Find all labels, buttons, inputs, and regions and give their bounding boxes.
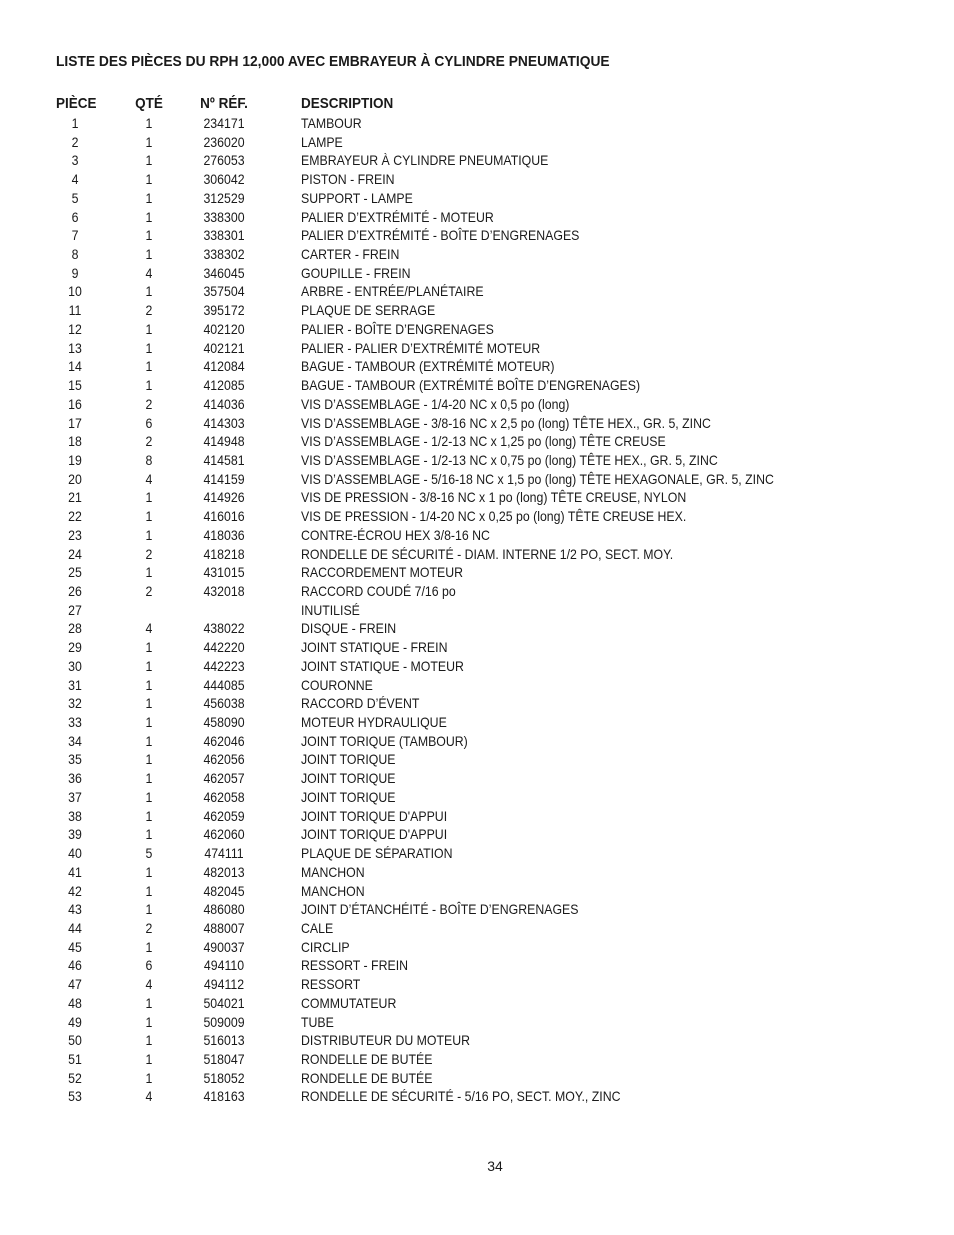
cell-qty: 1	[145, 320, 153, 337]
table-row	[0, 395, 954, 414]
table-row	[0, 376, 954, 395]
cell-qty: 1	[145, 882, 153, 899]
cell-description: PALIER - BOÎTE D’ENGRENAGES	[301, 320, 494, 337]
table-row	[0, 151, 954, 170]
cell-ref: 234171	[203, 115, 245, 131]
cell-piece: 20	[68, 470, 82, 487]
header-piece: PIÈCE	[56, 95, 97, 112]
cell-ref: 418218	[203, 545, 245, 562]
cell-qty: 1	[145, 901, 153, 918]
cell-qty: 4	[145, 470, 153, 487]
cell-qty: 1	[145, 377, 153, 394]
cell-piece: 14	[68, 358, 82, 375]
cell-ref: 418163	[203, 1088, 245, 1105]
cell-description: JOINT TORIQUE	[301, 770, 396, 787]
cell-ref: 432018	[203, 583, 245, 599]
table-row	[0, 1087, 954, 1106]
cell-ref: 494112	[203, 976, 245, 993]
cell-description: PALIER D’EXTRÉMITÉ - MOTEUR	[301, 208, 494, 225]
cell-piece: 19	[68, 451, 82, 468]
table-row	[0, 563, 954, 582]
table-row	[0, 844, 954, 863]
cell-qty: 1	[145, 489, 153, 506]
table-row	[0, 357, 954, 376]
table-row	[0, 882, 954, 901]
cell-description: LAMPE	[301, 133, 343, 150]
cell-ref: 462059	[203, 807, 245, 824]
cell-ref: 414926	[203, 489, 245, 506]
cell-description: RACCORD D’ÉVENT	[301, 695, 420, 712]
cell-ref: 462060	[203, 826, 245, 843]
cell-ref: 338300	[203, 208, 245, 225]
cell-piece: 44	[68, 919, 82, 936]
cell-qty: 1	[145, 358, 153, 375]
table-row	[0, 713, 954, 732]
cell-qty: 2	[145, 545, 153, 562]
cell-ref: 462056	[203, 751, 245, 768]
cell-piece: 1	[71, 115, 79, 131]
cell-ref: 482045	[203, 882, 245, 899]
cell-ref: 418036	[203, 526, 245, 543]
table-row	[0, 994, 954, 1013]
cell-piece: 16	[68, 395, 82, 412]
cell-qty: 2	[145, 302, 153, 319]
cell-qty: 4	[145, 1088, 153, 1105]
header-description: DESCRIPTION	[301, 95, 394, 112]
cell-description: RACCORDEMENT MOTEUR	[301, 564, 463, 581]
page-number: 34	[487, 1158, 503, 1174]
cell-piece: 33	[68, 714, 82, 731]
cell-description: VIS D’ASSEMBLAGE - 1/4-20 NC x 0,5 po (long)	[301, 395, 570, 412]
cell-piece: 30	[68, 657, 82, 674]
cell-description: TAMBOUR	[301, 115, 362, 131]
table-row	[0, 1069, 954, 1088]
cell-description: CONTRE-ÉCROU HEX 3/8-16 NC	[301, 526, 490, 543]
cell-description: SUPPORT - LAMPE	[301, 189, 413, 206]
cell-description: MANCHON	[301, 882, 365, 899]
cell-ref: 456038	[203, 695, 245, 712]
cell-qty: 1	[145, 171, 153, 188]
cell-description: RONDELLE DE BUTÉE	[301, 1069, 433, 1086]
table-row	[0, 507, 954, 526]
cell-piece: 50	[68, 1032, 82, 1049]
cell-ref: 306042	[203, 171, 245, 188]
table-row	[0, 601, 954, 620]
cell-piece: 38	[68, 807, 82, 824]
cell-qty: 8	[145, 451, 153, 468]
cell-qty: 1	[145, 283, 153, 300]
table-row	[0, 750, 954, 769]
cell-ref: 338301	[203, 227, 245, 244]
cell-ref: 412084	[203, 358, 245, 375]
cell-piece: 21	[68, 489, 82, 506]
cell-qty: 1	[145, 695, 153, 712]
cell-ref: 414036	[203, 395, 245, 412]
cell-ref: 494110	[203, 957, 245, 974]
cell-description: DISTRIBUTEUR DU MOTEUR	[301, 1032, 471, 1049]
table-row	[0, 432, 954, 451]
table-row	[0, 919, 954, 938]
cell-qty: 4	[145, 976, 153, 993]
cell-description: JOINT STATIQUE - MOTEUR	[301, 657, 464, 674]
page-title: LISTE DES PIÈCES DU RPH 12,000 AVEC EMBRAYEUR À CYLINDRE PNEUMATIQUE	[56, 53, 610, 70]
cell-description: RONDELLE DE BUTÉE	[301, 1051, 433, 1067]
header-qty: QTÉ	[135, 95, 163, 112]
cell-description: JOINT TORIQUE	[301, 788, 396, 805]
cell-piece: 29	[68, 639, 82, 656]
cell-piece: 3	[71, 152, 79, 169]
cell-qty: 1	[145, 564, 153, 581]
cell-piece: 25	[68, 564, 82, 581]
cell-description: VIS DE PRESSION - 3/8-16 NC x 1 po (long) TÊTE CREUSE, NYLON	[301, 489, 687, 506]
cell-description: PALIER - PALIER D’EXTRÉMITÉ MOTEUR	[301, 339, 541, 356]
cell-piece: 27	[68, 601, 82, 618]
cell-ref: 346045	[203, 264, 245, 281]
cell-piece: 31	[68, 676, 82, 693]
table-row	[0, 189, 954, 208]
cell-ref: 431015	[203, 564, 245, 581]
cell-description: JOINT TORIQUE D'APPUI	[301, 826, 448, 843]
cell-piece: 39	[68, 826, 82, 843]
cell-piece: 49	[68, 1013, 82, 1030]
cell-qty: 2	[145, 433, 153, 450]
cell-piece: 41	[68, 863, 82, 880]
table-row	[0, 245, 954, 264]
table-row	[0, 301, 954, 320]
cell-piece: 13	[68, 339, 82, 356]
cell-ref: 458090	[203, 714, 245, 731]
table-row	[0, 488, 954, 507]
cell-ref: 442220	[203, 639, 245, 656]
cell-qty: 6	[145, 957, 153, 974]
cell-ref: 474111	[204, 845, 244, 862]
cell-qty: 1	[145, 1013, 153, 1030]
cell-piece: 10	[68, 283, 82, 300]
cell-description: RONDELLE DE SÉCURITÉ - DIAM. INTERNE 1/2 PO, SECT. MOY.	[301, 545, 674, 562]
cell-piece: 53	[68, 1088, 82, 1105]
cell-piece: 42	[68, 882, 82, 899]
cell-ref: 462058	[203, 788, 245, 805]
cell-ref: 312529	[203, 189, 245, 206]
cell-qty: 1	[145, 1032, 153, 1049]
cell-piece: 34	[68, 732, 82, 749]
table-row	[0, 638, 954, 657]
table-row	[0, 133, 954, 152]
cell-piece: 5	[71, 189, 79, 206]
table-row	[0, 956, 954, 975]
cell-description: VIS D’ASSEMBLAGE - 1/2-13 NC x 0,75 po (long) TÊTE HEX., GR. 5, ZINC	[301, 451, 718, 468]
cell-piece: 2	[71, 133, 79, 150]
cell-qty: 6	[145, 414, 153, 431]
table-row	[0, 582, 954, 601]
cell-ref: 414948	[203, 433, 245, 450]
cell-piece: 4	[71, 171, 79, 188]
cell-piece: 51	[68, 1051, 82, 1067]
cell-description: MOTEUR HYDRAULIQUE	[301, 714, 447, 731]
cell-piece: 24	[68, 545, 82, 562]
cell-piece: 28	[68, 620, 82, 637]
cell-description: BAGUE - TAMBOUR (EXTRÉMITÉ BOÎTE D’ENGRENAGES)	[301, 377, 641, 394]
table-row	[0, 208, 954, 227]
cell-qty: 2	[145, 395, 153, 412]
cell-description: PISTON - FREIN	[301, 171, 395, 188]
cell-description: COURONNE	[301, 676, 373, 693]
cell-qty: 1	[145, 246, 153, 263]
table-row	[0, 282, 954, 301]
cell-piece: 32	[68, 695, 82, 712]
cell-piece: 7	[71, 227, 79, 244]
table-row	[0, 694, 954, 713]
cell-piece: 22	[68, 508, 82, 525]
cell-qty: 1	[145, 133, 153, 150]
cell-qty: 1	[145, 732, 153, 749]
cell-ref: 462046	[203, 732, 245, 749]
table-row	[0, 170, 954, 189]
cell-description: PLAQUE DE SERRAGE	[301, 302, 436, 319]
cell-description: BAGUE - TAMBOUR (EXTRÉMITÉ MOTEUR)	[301, 358, 555, 375]
cell-qty: 1	[145, 639, 153, 656]
cell-ref: 412085	[203, 377, 245, 394]
cell-piece: 48	[68, 994, 82, 1011]
cell-piece: 17	[68, 414, 82, 431]
table-row	[0, 451, 954, 470]
cell-description: JOINT TORIQUE	[301, 751, 396, 768]
cell-description: TUBE	[301, 1013, 334, 1030]
table-row	[0, 938, 954, 957]
table-row	[0, 825, 954, 844]
table-row	[0, 788, 954, 807]
cell-ref: 338302	[203, 246, 245, 263]
table-row	[0, 264, 954, 283]
cell-qty: 1	[145, 508, 153, 525]
cell-qty: 1	[145, 657, 153, 674]
cell-ref: 414581	[203, 451, 245, 468]
table-header	[0, 94, 954, 113]
cell-piece: 40	[68, 845, 82, 862]
cell-ref: 416016	[203, 508, 245, 525]
cell-qty: 5	[145, 845, 153, 862]
table-row	[0, 732, 954, 751]
cell-description: CALE	[301, 919, 334, 936]
cell-qty: 1	[145, 208, 153, 225]
cell-ref: 236020	[203, 133, 245, 150]
table-row	[0, 975, 954, 994]
cell-description: RACCORD COUDÉ 7/16 po	[301, 583, 456, 599]
cell-piece: 52	[68, 1069, 82, 1086]
cell-description: EMBRAYEUR À CYLINDRE PNEUMATIQUE	[301, 152, 549, 169]
cell-piece: 45	[68, 938, 82, 955]
cell-ref: 518052	[203, 1069, 245, 1086]
cell-piece: 6	[71, 208, 79, 225]
cell-description: RONDELLE DE SÉCURITÉ - 5/16 PO, SECT. MOY., ZINC	[301, 1088, 621, 1105]
cell-qty: 4	[145, 264, 153, 281]
table-row	[0, 339, 954, 358]
cell-qty: 2	[145, 919, 153, 936]
cell-qty: 1	[145, 526, 153, 543]
cell-ref: 357504	[203, 283, 245, 300]
cell-description: RESSORT	[301, 976, 361, 993]
cell-piece: 11	[68, 302, 82, 319]
cell-description: JOINT STATIQUE - FREIN	[301, 639, 448, 656]
cell-piece: 47	[68, 976, 82, 993]
cell-qty: 4	[145, 620, 153, 637]
cell-qty: 1	[145, 807, 153, 824]
cell-ref: 482013	[203, 863, 245, 880]
cell-description: VIS D’ASSEMBLAGE - 1/2-13 NC x 1,25 po (long) TÊTE CREUSE	[301, 433, 666, 450]
cell-ref: 444085	[203, 676, 245, 693]
cell-piece: 12	[68, 320, 82, 337]
cell-qty: 1	[145, 152, 153, 169]
table-row	[0, 1013, 954, 1032]
cell-description: PLAQUE DE SÉPARATION	[301, 845, 453, 862]
cell-ref: 402120	[203, 320, 245, 337]
cell-description: JOINT TORIQUE D'APPUI	[301, 807, 448, 824]
table-row	[0, 769, 954, 788]
cell-qty: 1	[145, 227, 153, 244]
table-row	[0, 470, 954, 489]
cell-piece: 18	[68, 433, 82, 450]
cell-description: DISQUE - FREIN	[301, 620, 397, 637]
cell-ref: 442223	[203, 657, 245, 674]
cell-ref: 490037	[203, 938, 245, 955]
cell-ref: 516013	[203, 1032, 245, 1049]
table-row	[0, 526, 954, 545]
cell-description: CIRCLIP	[301, 938, 350, 955]
table-row	[0, 1050, 954, 1069]
cell-qty: 1	[145, 1069, 153, 1086]
table-row	[0, 545, 954, 564]
cell-piece: 8	[71, 246, 79, 263]
cell-description: COMMUTATEUR	[301, 994, 397, 1011]
cell-qty: 1	[145, 676, 153, 693]
cell-ref: 504021	[203, 994, 245, 1011]
cell-qty: 1	[145, 751, 153, 768]
cell-qty: 1	[145, 115, 153, 131]
cell-description: PALIER D’EXTRÉMITÉ - BOÎTE D’ENGRENAGES	[301, 227, 580, 244]
table-row	[0, 676, 954, 695]
cell-ref: 414303	[203, 414, 245, 431]
cell-description: JOINT TORIQUE (TAMBOUR)	[301, 732, 468, 749]
cell-ref: 509009	[203, 1013, 245, 1030]
cell-qty: 1	[145, 1051, 153, 1067]
cell-description: MANCHON	[301, 863, 365, 880]
table-row	[0, 619, 954, 638]
table-row	[0, 1031, 954, 1050]
cell-ref: 414159	[203, 470, 245, 487]
cell-piece: 36	[68, 770, 82, 787]
cell-ref: 438022	[203, 620, 245, 637]
cell-ref: 462057	[203, 770, 245, 787]
cell-qty: 1	[145, 788, 153, 805]
cell-description: RESSORT - FREIN	[301, 957, 409, 974]
cell-description: GOUPILLE - FREIN	[301, 264, 411, 281]
cell-description: VIS D’ASSEMBLAGE - 3/8-16 NC x 2,5 po (long) TÊTE HEX., GR. 5, ZINC	[301, 414, 711, 431]
cell-ref: 395172	[203, 302, 245, 319]
table-row	[0, 657, 954, 676]
header-ref: Nº RÉF.	[200, 95, 248, 112]
cell-qty: 1	[145, 938, 153, 955]
cell-qty: 1	[145, 339, 153, 356]
cell-piece: 35	[68, 751, 82, 768]
table-row	[0, 807, 954, 826]
cell-qty: 1	[145, 189, 153, 206]
table-row	[0, 114, 954, 133]
cell-ref: 486080	[203, 901, 245, 918]
cell-ref: 488007	[203, 919, 245, 936]
table-row	[0, 320, 954, 339]
cell-description: JOINT D’ÉTANCHÉITÉ - BOÎTE D’ENGRENAGES	[301, 901, 579, 918]
cell-ref: 518047	[203, 1051, 245, 1067]
cell-piece: 9	[71, 264, 79, 281]
cell-ref: 276053	[203, 152, 245, 169]
cell-description: VIS DE PRESSION - 1/4-20 NC x 0,25 po (long) TÊTE CREUSE HEX.	[301, 508, 687, 525]
cell-ref: 402121	[203, 339, 245, 356]
cell-piece: 43	[68, 901, 82, 918]
cell-qty: 1	[145, 770, 153, 787]
cell-piece: 15	[68, 377, 82, 394]
cell-qty: 1	[145, 826, 153, 843]
cell-qty: 2	[145, 583, 153, 599]
cell-piece: 26	[68, 583, 82, 599]
cell-piece: 46	[68, 957, 82, 974]
cell-qty: 1	[145, 714, 153, 731]
cell-description: ARBRE - ENTRÉE/PLANÉTAIRE	[301, 283, 484, 300]
cell-piece: 23	[68, 526, 82, 543]
cell-description: VIS D’ASSEMBLAGE - 5/16-18 NC x 1,5 po (long) TÊTE HEXAGONALE, GR. 5, ZINC	[301, 470, 774, 487]
cell-qty: 1	[145, 994, 153, 1011]
cell-description: CARTER - FREIN	[301, 246, 400, 263]
table-row	[0, 226, 954, 245]
table-row	[0, 863, 954, 882]
cell-qty: 1	[145, 863, 153, 880]
table-row	[0, 414, 954, 433]
cell-piece: 37	[68, 788, 82, 805]
cell-description: INUTILISÉ	[301, 601, 360, 618]
table-row	[0, 900, 954, 919]
